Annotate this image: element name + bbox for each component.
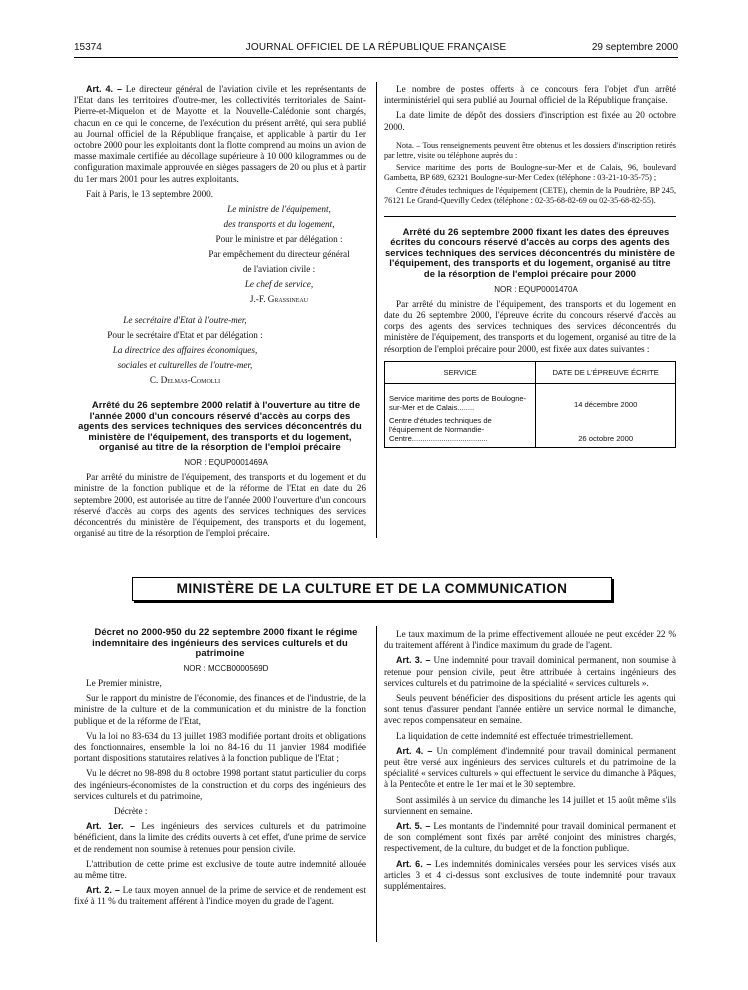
- left-top-column: [74, 84, 366, 543]
- nor-reference: NOR : EQUP0001470A: [494, 284, 578, 294]
- signature-line: Le chef de service,: [244, 279, 314, 290]
- nor-reference: NOR : MCCB0000569D: [183, 663, 269, 673]
- column-divider: [376, 626, 377, 942]
- decret-right-column: [384, 629, 676, 896]
- page-header: [74, 42, 678, 56]
- signature-line: Le secrétaire d'Etat à l'outre-mer,: [123, 315, 247, 326]
- article-4-paragraph: [74, 84, 366, 185]
- service-cell: Service maritime des ports de Boulogne-sur-Mer et de Calais........: [385, 383, 536, 414]
- arrete-469a: [74, 400, 366, 539]
- signature-line: de l'aviation civile :: [242, 264, 316, 275]
- paragraph: La liquidation de cette indemnité est effectuée trimestriellement.: [396, 730, 634, 741]
- nota-block: [384, 141, 676, 206]
- issue-date: 29 septembre 2000: [591, 42, 678, 53]
- arrete-body: Par arrêté du ministre de l'équipement, des transports et du logement et du ministre de la fonction publique et de la réforme de l'Etat en date du 26 septembre 2000, est autorisée au titre de l'année 2000 l'ouverture d'un concours réservé d'accès au corps des agents des services techniques des services déconcentrés du ministère de l'équipement, des transports et du logement, organisé au titre de la résorption de l'emploi précaire.: [74, 472, 366, 539]
- paragraph: Sont assimilés à un service du dimanche les 14 juillet et 15 août même s'ils surviennent en semaine.: [384, 794, 676, 816]
- table-row: [385, 383, 676, 414]
- table-row: [385, 414, 676, 448]
- ministry-banner: MINISTÈRE DE LA CULTURE ET DE LA COMMUNICATION: [132, 577, 612, 601]
- article-5-paragraph: [384, 821, 676, 855]
- decrete-line: Décrète :: [114, 806, 148, 817]
- signature-line: Par empêchement du directeur général: [208, 249, 350, 260]
- exam-dates-table: [384, 361, 676, 448]
- article-label: Art. 3. –: [396, 655, 431, 666]
- signature-block-2: [74, 315, 284, 386]
- signature-line: sociales et culturelles de l'outre-mer,: [117, 360, 253, 371]
- article-text: Les montants de l'indemnité pour travail dominical permanent et de son complément sont fixés par arrêté conjoint des ministres chargés, respectivement, de la culture, du budget et de la fonction publique.: [384, 821, 677, 854]
- article-text: Le taux moyen annuel de la prime de service et de rendement est fixé à 11 % du traitement afférent à l'indice moyen du grade de l'agent.: [74, 885, 367, 907]
- article-1-paragraph: [74, 821, 366, 855]
- article-label: Art. 6. –: [396, 858, 432, 869]
- page-number: 15374: [74, 42, 102, 53]
- arrete-title: Arrêté du 26 septembre 2000 relatif à l'ouverture au titre de l'année 2000 d'un concours réservé d'accès au corps des agents des services techniques des services déconcentrés du ministère de l'équipement, des transports et du logement, organisé au titre de la résorption de l'emploi précaire: [78, 399, 362, 453]
- signatory-name: C. Delmas-Comolli: [149, 375, 221, 386]
- article-label: Art. 2. –: [86, 885, 120, 896]
- article-text: Un complément d'indemnité pour travail dominical permanent peut être versé aux ingénieurs des services culturels et du patrimoine de la spécialité « services culturels » qui effectuent le service du dimanche à Pâques, à la Pentecôte et entre le 1er mai et le 30 septembre.: [384, 745, 676, 790]
- article-text: Les ingénieurs des services culturels et du patrimoine bénéficient, dans la limite des crédits ouverts à cet effet, d'une prime de service et de rendement non soumise à retenues pour pension civile.: [74, 821, 366, 854]
- paragraph: Vu le décret no 98-898 du 8 octobre 1998 portant statut particulier du corps des ingénieurs-économistes de la construction et du corps des ingénieurs des services culturels et du patrimoine,: [74, 768, 366, 801]
- signature-line: Pour le secrétaire d'Etat et par délégation :: [107, 330, 263, 341]
- paragraph: Vu la loi no 83-634 du 13 juillet 1983 modifiée portant droits et obligations des fonctionnaires, ensemble la loi no 84-16 du 11 janvier 1984 modifiée portant dispositions statutaires relatives à la fonction publique de l'Etat ;: [74, 730, 366, 764]
- article-label: Art. 5. –: [396, 821, 431, 832]
- decret-title: Décret no 2000-950 du 22 septembre 2000 fixant le régime indemnitaire des ingénieurs des services culturels et du patrimoine: [92, 626, 358, 659]
- article-text: Le directeur général de l'aviation civile et les représentants de l'Etat dans les territoires d'outre-mer, les collectivités territoriales de Saint-Pierre-et-Miquelon et de Mayotte et la Nouvelle-Calédonie sont chargés, chacun en ce qui le concerne, de l'exécution du présent arrêté, qui sera publié au Journal officiel de la République française, et applicable à partir du 1er octobre 2000 pour les exploitants dont la flotte comprend au moins un avion de masse maximale certifiée au décollage supérieure à 10 000 kilogrammes ou de configuration maximale approuvée en sièges passagers de 20 ou plus et à partir du 1er mars 2001 pour les autres exploitants.: [74, 84, 366, 184]
- article-label: Art. 1er. –: [86, 821, 136, 832]
- date-cell: 26 octobre 2000: [536, 414, 676, 448]
- article-text: Une indemnité pour travail dominical permanent, non soumise à retenue pour pension civile, peut être attribuée à certains ingénieurs des services culturels et du patrimoine de la spécialité « services culturels ».: [384, 655, 677, 688]
- journal-title: JOURNAL OFFICIEL DE LA RÉPUBLIQUE FRANÇAISE: [245, 42, 507, 53]
- paragraph: Sur le rapport du ministre de l'économie, des finances et de l'industrie, de la ministre de la culture et de la communication et du ministre de la fonction publique et de la réforme de l'Etat,: [74, 693, 366, 726]
- paragraph: Le taux maximum de la prime effectivement allouée ne peut excéder 22 % du traitement afférent à l'indice maximum du grade de l'agent.: [384, 629, 676, 651]
- paragraph: L'attribution de cette prime est exclusive de toute autre indemnité allouée au même titre.: [74, 858, 366, 881]
- address-2: Centre d'études techniques de l'équipement (CETE), chemin de la Poudrière, BP 245, 76121 Le Grand-Quevilly Cedex (téléphone : 02-35-68-82-69 ou 02-35-68-82-55).: [384, 186, 676, 205]
- article-label: Art. 4. –: [396, 745, 433, 756]
- decret-left-column: [74, 627, 366, 912]
- article-4-paragraph: [384, 746, 676, 791]
- signature-line: La directrice des affaires économiques,: [112, 345, 258, 356]
- right-top-column: [384, 84, 676, 448]
- paragraph: Le Premier ministre,: [86, 677, 162, 688]
- article-6-paragraph: [384, 859, 676, 893]
- paragraph: Seuls peuvent bénéficier des dispositions du présent article les agents qui sont tenus d'assurer pendant l'année entière un service normal le dimanche, avec repos compensateur en semaine.: [384, 693, 676, 726]
- signature-line: des transports et du logement,: [223, 219, 335, 230]
- signature-line: Pour le ministre et par délégation :: [215, 234, 343, 245]
- fait-line: Fait à Paris, le 13 septembre 2000.: [86, 188, 214, 199]
- arrete-470a: [384, 216, 676, 448]
- nor-reference: NOR : EQUP0001469A: [184, 458, 268, 467]
- article-label: Art. 4. –: [86, 84, 122, 94]
- signature-block-1: [184, 204, 362, 305]
- arrete-title: Arrêté du 26 septembre 2000 fixant les dates des épreuves écrites du concours réservé d'accès au corps des agents des services techniques des services déconcentrés du ministère de l'équipement, des transports et du logement, organisé au titre de la résorption de l'emploi précaire pour 2000: [384, 225, 676, 279]
- column-divider: [376, 82, 377, 538]
- service-cell: Centre d'études techniques de l'équipement de Normandie-Centre....................................: [385, 414, 536, 448]
- header-rule: [74, 57, 678, 58]
- arrete-body: Par arrêté du ministre de l'équipement, des transports et du logement en date du 26 septembre 2000, l'épreuve écrite du concours réservé d'accès au corps des agents des services techniques des services déconcentrés du ministère de l'équipement, des transports et du logement, organisé au titre de la résorption de l'emploi précaire pour 2000, est fixée aux dates suivantes :: [384, 298, 676, 354]
- address-1: Service maritime des ports de Boulogne-sur-Mer et de Calais, 96, boulevard Gambetta, BP 689, 62321 Boulogne-sur-Mer Cedex (téléphone : 03-21-10-35-75) ;: [384, 163, 676, 183]
- signatory-name: J.-F. Grassineau: [249, 294, 309, 305]
- table-header-date: DATE DE L'ÉPREUVE ÉCRITE: [536, 361, 676, 383]
- article-3-paragraph: [384, 655, 676, 689]
- nota-text: Nota. – Tous renseignements peuvent être obtenus et les dossiers d'inscription retirés par lettre, visite ou téléphone auprès du :: [384, 140, 676, 160]
- article-2-paragraph: [74, 885, 366, 907]
- table-header-service: SERVICE: [385, 361, 536, 383]
- article-text: Les indemnités dominicales versées pour les services visés aux articles 3 et 4 ci-dessus sont exclusives de toute indemnité pour travaux supplémentaires.: [384, 858, 677, 892]
- paragraph: Le nombre de postes offerts à ce concours fera l'objet d'un arrêté interministériel qui sera publié au Journal officiel de la République française.: [384, 84, 676, 106]
- date-cell: 14 décembre 2000: [536, 383, 676, 414]
- signature-line: Le ministre de l'équipement,: [227, 204, 331, 215]
- paragraph: La date limite de dépôt des dossiers d'inscription est fixée au 20 octobre 2000.: [384, 110, 676, 132]
